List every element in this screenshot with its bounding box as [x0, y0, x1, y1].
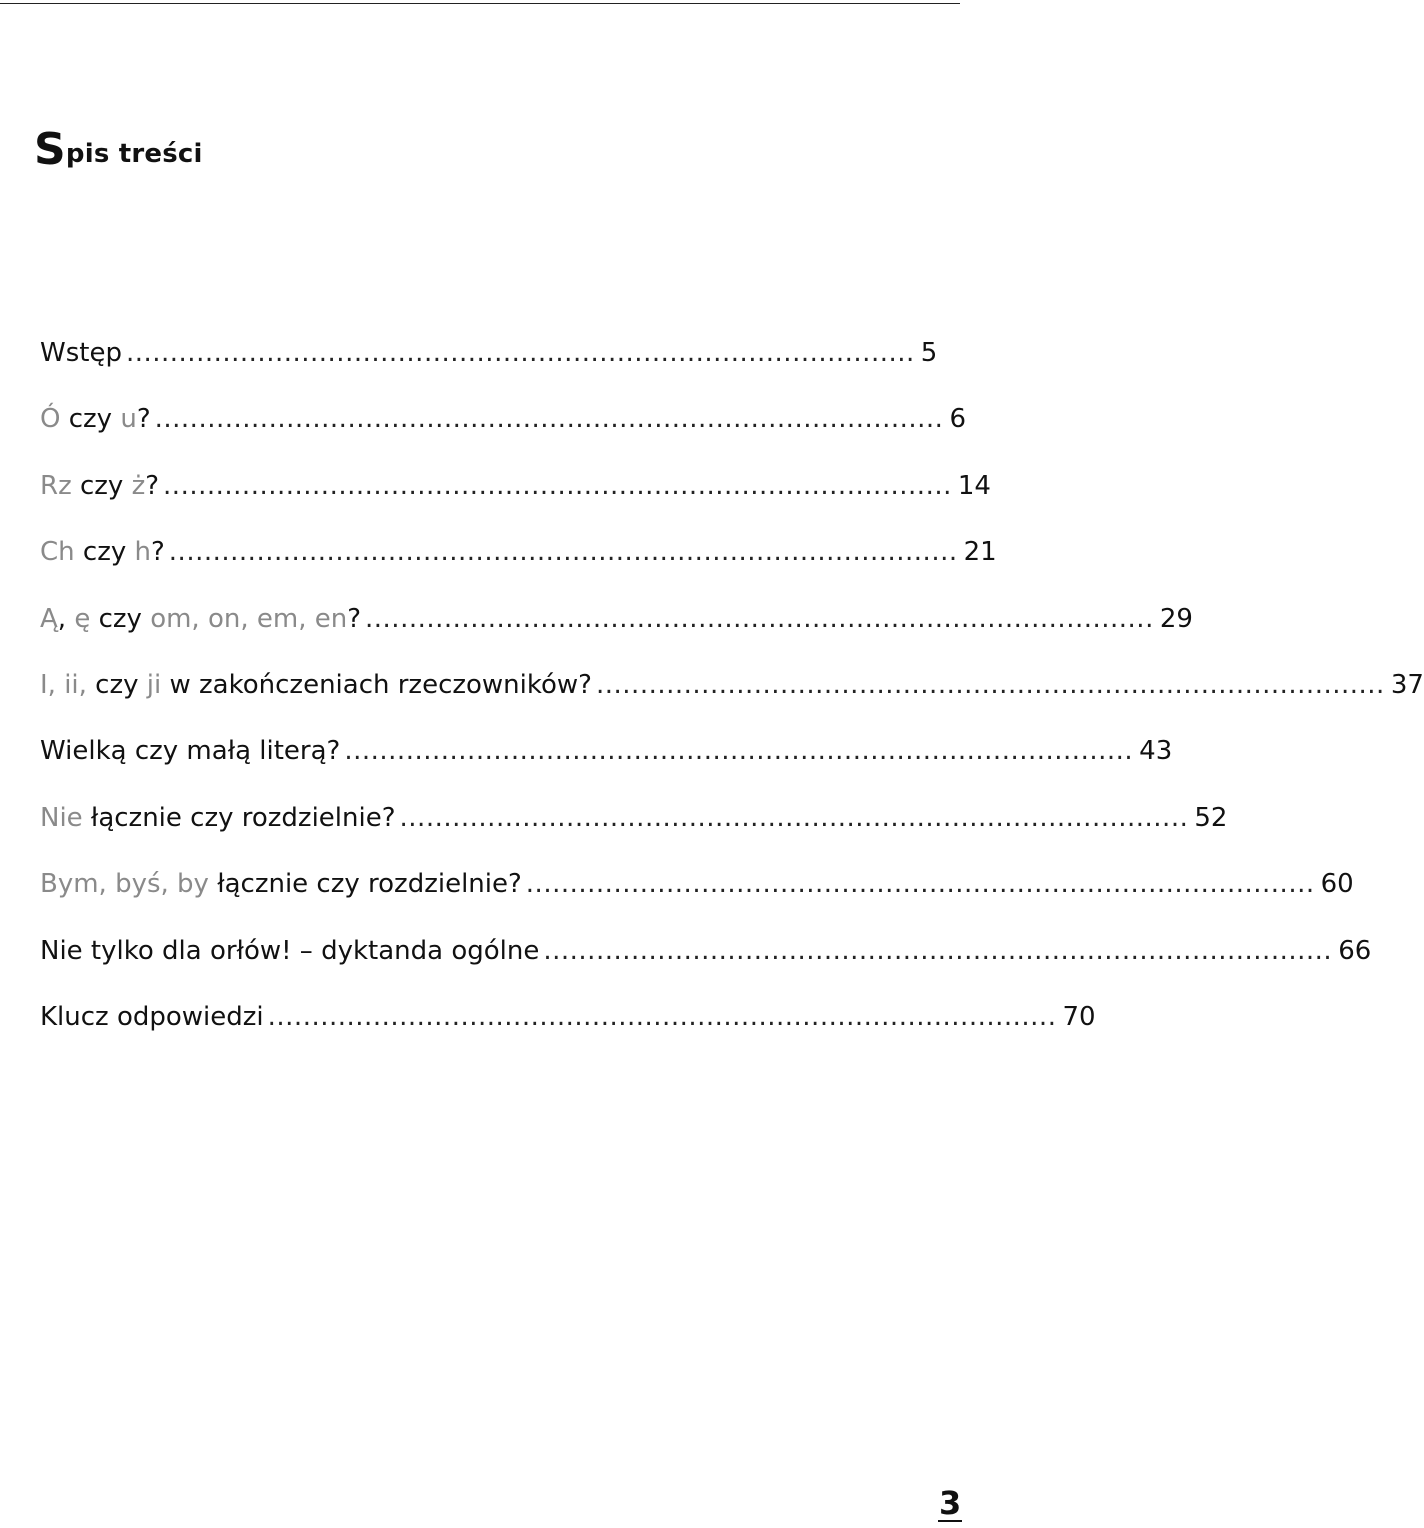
- toc-title-highlight: I, ii,: [40, 669, 87, 700]
- title-rest: pis treści: [65, 139, 203, 169]
- toc-leader-dots: ..........................................................................................: [365, 603, 1154, 634]
- toc-entry-title: [40, 537, 165, 567]
- toc-page-number: 21: [963, 537, 997, 568]
- toc-entry[interactable]: [40, 935, 1372, 1002]
- toc-page-number: 29: [1159, 603, 1193, 634]
- toc-entry[interactable]: [40, 869, 1354, 935]
- toc-entry-title: [40, 404, 151, 434]
- toc-leader-dots: ..........................................................................................: [168, 537, 958, 568]
- page-number: 3: [939, 1484, 962, 1522]
- toc-title-highlight: ż: [131, 470, 146, 501]
- toc-title-highlight: Rz: [40, 470, 72, 501]
- title-initial: S: [34, 124, 66, 175]
- toc-leader-dots: ..........................................................................................: [154, 404, 944, 435]
- toc-entry[interactable]: [40, 470, 991, 537]
- toc-title-text: ?: [347, 603, 362, 634]
- toc-title-highlight: Nie: [40, 802, 83, 833]
- toc-title-text: Klucz odpowiedzi: [40, 1001, 264, 1032]
- toc-title-highlight: Bym, byś, by: [40, 869, 209, 900]
- toc-entry-title: [40, 471, 159, 501]
- toc-leader-dots: ..........................................................................................: [163, 470, 952, 501]
- toc-entry-title: [40, 736, 340, 766]
- toc-page-number: 37: [1390, 669, 1424, 700]
- toc-title-highlight: om, on, em, en: [150, 603, 348, 634]
- toc-page-number: 70: [1062, 1001, 1096, 1032]
- toc-page-number: 52: [1194, 802, 1228, 833]
- toc-leader-dots: ..........................................................................................: [125, 338, 915, 368]
- toc-leader-dots: ..........................................................................................: [267, 1001, 1057, 1032]
- table-of-contents: [40, 338, 1424, 1068]
- toc-title-text: ?: [136, 404, 151, 435]
- toc-title-text: łącznie czy rozdzielnie?: [82, 802, 396, 833]
- top-rule: [0, 3, 960, 4]
- toc-page-number: 60: [1320, 869, 1354, 900]
- toc-entry[interactable]: [40, 603, 1193, 670]
- toc-title-text: ,: [57, 603, 75, 634]
- toc-page-number: 5: [920, 338, 938, 368]
- toc-title-text: ?: [145, 470, 160, 501]
- toc-title-text: czy: [90, 603, 151, 634]
- toc-entry-title: [40, 936, 539, 966]
- toc-entry[interactable]: [40, 1001, 1096, 1068]
- toc-title-text: ?: [150, 537, 165, 568]
- toc-title-text: w zakończeniach rzeczowników?: [161, 669, 592, 700]
- toc-entry-title: [40, 338, 122, 368]
- toc-entry-title: [40, 670, 592, 700]
- toc-title-highlight: ę: [74, 603, 91, 634]
- toc-title-highlight: Ą: [40, 603, 58, 634]
- toc-title-highlight: u: [120, 404, 137, 435]
- toc-page-number: 14: [957, 470, 991, 501]
- toc-page-number: 66: [1338, 935, 1372, 966]
- toc-leader-dots: ..........................................................................................: [596, 669, 1385, 700]
- toc-title-text: czy: [74, 537, 135, 568]
- toc-leader-dots: ..........................................................................................: [344, 736, 1134, 767]
- toc-page-number: 6: [949, 404, 966, 435]
- toc-entry-title: [40, 604, 361, 634]
- toc-title-text: czy: [71, 470, 132, 501]
- toc-title-text: czy: [86, 669, 147, 700]
- toc-title-text: łącznie czy rozdzielnie?: [208, 869, 522, 900]
- toc-title-text: czy: [60, 404, 121, 435]
- toc-title-text: Wielką czy małą literą?: [40, 736, 341, 767]
- toc-entry[interactable]: [40, 802, 1228, 869]
- toc-entry[interactable]: [40, 537, 997, 603]
- toc-title-highlight: ji: [146, 669, 162, 700]
- page-title: [34, 124, 203, 175]
- toc-entry-title: [40, 1002, 264, 1032]
- toc-title-highlight: Ch: [40, 537, 75, 568]
- toc-page-number: 43: [1139, 736, 1173, 767]
- toc-entry[interactable]: [40, 404, 966, 470]
- toc-leader-dots: ..........................................................................................: [525, 869, 1315, 900]
- toc-entry[interactable]: [40, 669, 1424, 736]
- toc-entry[interactable]: [40, 338, 938, 404]
- toc-title-highlight: Ó: [40, 404, 61, 435]
- toc-title-highlight: h: [134, 537, 151, 568]
- toc-title-text: Nie tylko dla orłów! – dyktanda ogólne: [40, 935, 540, 966]
- toc-leader-dots: ..........................................................................................: [399, 802, 1189, 833]
- toc-entry-title: [40, 803, 396, 833]
- toc-entry-title: [40, 869, 522, 899]
- toc-entry[interactable]: [40, 736, 1173, 802]
- toc-title-text: Wstęp: [40, 338, 122, 368]
- toc-leader-dots: ..........................................................................................: [543, 935, 1333, 966]
